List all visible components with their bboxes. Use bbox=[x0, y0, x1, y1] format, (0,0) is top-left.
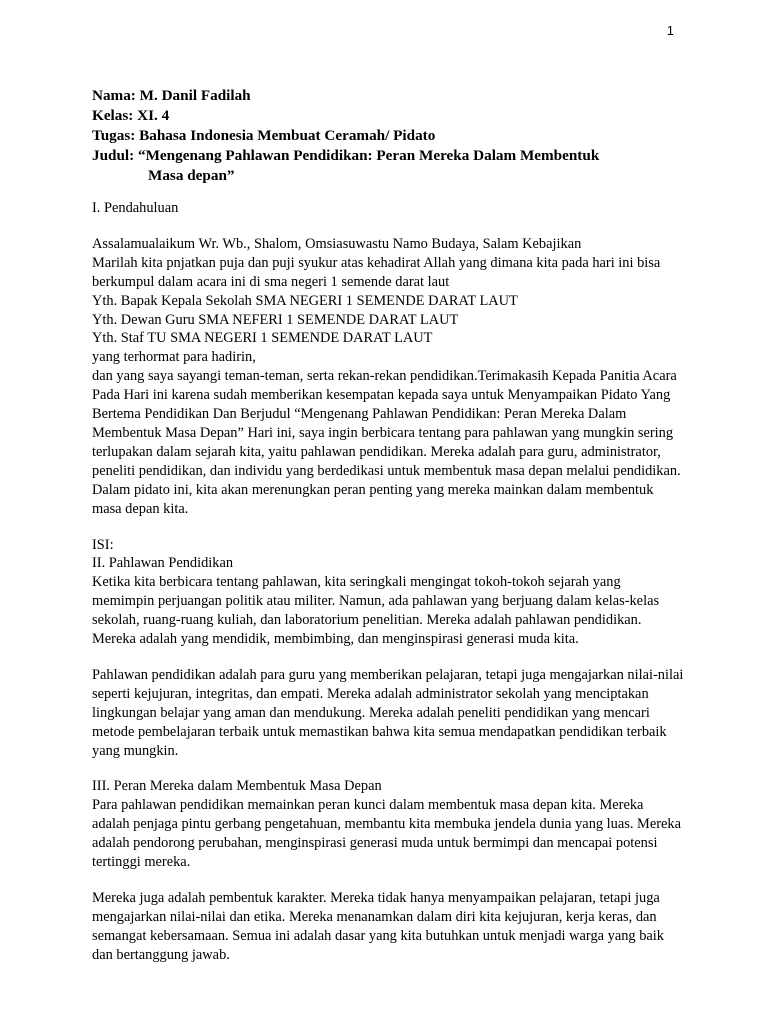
salutation-principal: Yth. Bapak Kepala Sekolah SMA NEGERI 1 SEMENDE DARAT LAUT bbox=[92, 292, 518, 309]
section-3-heading: III. Peran Mereka dalam Membentuk Masa Depan bbox=[92, 778, 382, 795]
speech-title-line1: Judul: “Mengenang Pahlawan Pendidikan: Peran Mereka Dalam Membentuk bbox=[92, 147, 600, 164]
speech-title-line2: Masa depan” bbox=[148, 167, 235, 184]
intro-paragraph-1: Marilah kita pnjatkan puja dan puji syukur atas kehadirat Allah yang dimana kita pada hari ini bisa berkumpul dalam acara ini di sma negeri 1 semende darat laut bbox=[92, 254, 661, 290]
intro-paragraph-2: dan yang saya sayangi teman-teman, serta rekan-rekan pendidikan.Terimakasih Kepada Panitia Acara Pada Hari ini karena sudah memberikan kesempatan kepada saya untuk Menyampaikan Pidato Yang Bertema Pendidikan Dan Berjudul “Mengenang Pahlawan Pendidikan: Peran Mereka Dalam Membentuk Masa Depan” Hari ini, saya ingin berbicara tentang para pahlawan yang mungkin sering terlupakan dalam sejarah kita, yaitu pahlawan pendidikan. Mereka adalah para guru, administrator, peneliti pendidikan, dan individu yang berdedikasi untuk membentuk masa depan melalui pendidikan. Dalam pidato ini, kita akan merenungkan peran penting yang mereka mainkan dalam membentuk masa depan kita. bbox=[92, 368, 681, 517]
salutation-audience: yang terhormat para hadirin, bbox=[92, 349, 256, 366]
section-3-paragraph-1: Para pahlawan pendidikan memainkan peran kunci dalam membentuk masa depan kita. Mereka adalah penjaga pintu gerbang pengetahuan, membantu kita membuka jendela dunia yang luas. Mereka adalah pendorong perubahan, menginspirasi generasi muda untuk bermimpi dan mencapai potensi tertinggi mereka. bbox=[92, 797, 682, 871]
section-2-paragraph-1: Ketika kita berbicara tentang pahlawan, kita seringkali mengingat tokoh-tokoh sejarah yang memimpin perjuangan politik atau militer. Namun, ada pahlawan yang berjuang dalam kelas-kelas sekolah, ruang-ruang kuliah, dan laboratorium penelitian. Mereka adalah pahlawan pendidikan. Mereka adalah yang mendidik, membimbing, dan menginspirasi generasi muda kita. bbox=[92, 574, 660, 648]
document-body bbox=[92, 86, 684, 965]
student-name: Nama: M. Danil Fadilah bbox=[92, 87, 251, 104]
intro-greeting: Assalamualaikum Wr. Wb., Shalom, Omsiasuwastu Namo Budaya, Salam Kebajikan bbox=[92, 235, 582, 252]
student-class: Kelas: XI. 4 bbox=[92, 107, 170, 124]
isi-label: ISI: bbox=[92, 536, 114, 553]
section-2-heading: II. Pahlawan Pendidikan bbox=[92, 555, 234, 572]
section-2-paragraph-2: Pahlawan pendidikan adalah para guru yang memberikan pelajaran, tetapi juga mengajarkan nilai-nilai seperti kejujuran, integritas, dan empati. Mereka adalah administrator sekolah yang menciptakan lingkungan belajar yang aman dan mendukung. Mereka adalah peneliti pendidikan yang mencari metode pembelajaran terbaik untuk memastikan bahwa kita semua mendapatkan pendidikan terbaik yang mungkin. bbox=[92, 666, 684, 759]
salutation-teachers: Yth. Dewan Guru SMA NEFERI 1 SEMENDE DARAT LAUT bbox=[92, 311, 459, 328]
section-3-paragraph-2: Mereka juga adalah pembentuk karakter. Mereka tidak hanya menyampaikan pelajaran, tetapi juga mengajarkan nilai-nilai dan etika. Mereka menanamkan dalam diri kita kejujuran, kerja keras, dan semangat kebersamaan. Semua ini adalah dasar yang kita butuhkan untuk menjadi warga yang baik dan bertanggung jawab. bbox=[92, 890, 664, 963]
assignment-task: Tugas: Bahasa Indonesia Membuat Ceramah/ Pidato bbox=[92, 127, 436, 144]
intro-heading: I. Pendahuluan bbox=[92, 200, 179, 216]
salutation-staff: Yth. Staf TU SMA NEGERI 1 SEMENDE DARAT LAUT bbox=[92, 330, 433, 347]
page-number: 1 bbox=[666, 23, 674, 38]
